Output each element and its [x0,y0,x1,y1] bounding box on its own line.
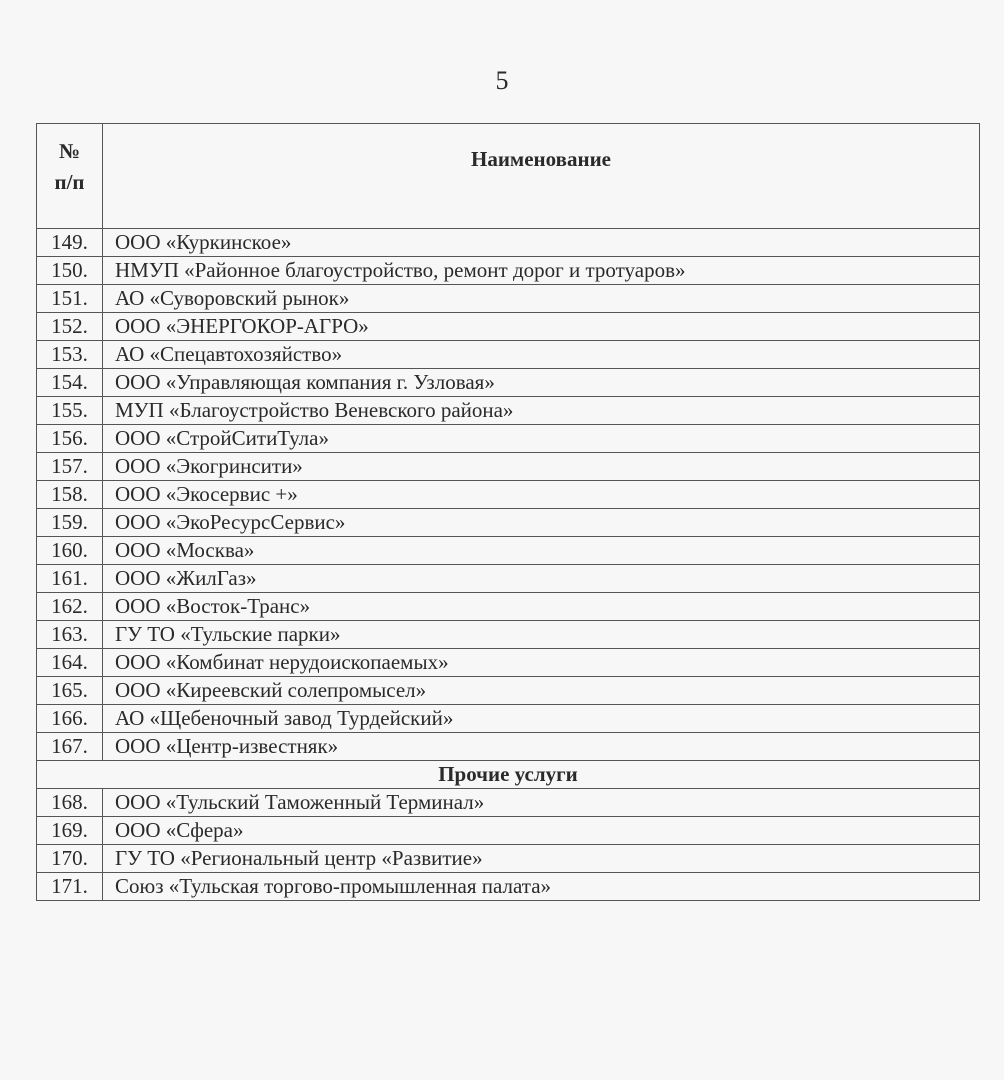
table-row [37,509,980,537]
row-number: 166. [37,705,103,733]
table-row [37,705,980,733]
table-header-row [37,124,980,229]
table-row [37,313,980,341]
row-number: 150. [37,257,103,285]
row-name: ООО «Куркинское» [103,229,980,257]
row-number: 167. [37,733,103,761]
row-number: 157. [37,453,103,481]
row-name: АО «Спецавтохозяйство» [103,341,980,369]
header-number [37,124,103,229]
row-name: ГУ ТО «Региональный центр «Развитие» [103,845,980,873]
table-row [37,789,980,817]
row-name: ООО «СтройСитиТула» [103,425,980,453]
row-number: 152. [37,313,103,341]
row-name: НМУП «Районное благоустройство, ремонт дорог и тротуаров» [103,257,980,285]
row-number: 170. [37,845,103,873]
table-row [37,817,980,845]
table-row [37,873,980,901]
table-row [37,341,980,369]
row-name: ООО «Комбинат нерудоископаемых» [103,649,980,677]
row-number: 159. [37,509,103,537]
row-name: ООО «Экогринсити» [103,453,980,481]
row-number: 153. [37,341,103,369]
row-number: 158. [37,481,103,509]
row-number: 163. [37,621,103,649]
table-row [37,733,980,761]
table-body-group1 [37,229,980,761]
table-row [37,621,980,649]
row-number: 161. [37,565,103,593]
table-row [37,677,980,705]
section-title: Прочие услуги [37,761,980,789]
table-row [37,257,980,285]
table-row [37,453,980,481]
row-name: ООО «Экосервис +» [103,481,980,509]
row-name: ООО «ЖилГаз» [103,565,980,593]
row-number: 169. [37,817,103,845]
row-name: ООО «Тульский Таможенный Терминал» [103,789,980,817]
row-name: ООО «Центр-известняк» [103,733,980,761]
row-name: ООО «ЭкоРесурсСервис» [103,509,980,537]
row-number: 156. [37,425,103,453]
table-row [37,229,980,257]
row-name: Союз «Тульская торгово-промышленная палата» [103,873,980,901]
table-row [37,285,980,313]
row-number: 154. [37,369,103,397]
row-number: 151. [37,285,103,313]
row-name: ООО «Москва» [103,537,980,565]
header-number-symbol: № [58,139,81,163]
table-row [37,481,980,509]
row-number: 149. [37,229,103,257]
table-row [37,565,980,593]
row-name: АО «Щебеночный завод Турдейский» [103,705,980,733]
row-number: 162. [37,593,103,621]
row-number: 164. [37,649,103,677]
row-number: 168. [37,789,103,817]
row-number: 160. [37,537,103,565]
table-row [37,397,980,425]
table-body-section [37,761,980,789]
row-name: ООО «Киреевский солепромысел» [103,677,980,705]
row-number: 165. [37,677,103,705]
header-number-abbr: п/п [54,170,85,194]
organizations-table [36,123,980,901]
row-name: ООО «Сфера» [103,817,980,845]
header-name: Наименование [103,124,980,229]
row-number: 171. [37,873,103,901]
table-row [37,593,980,621]
row-number: 155. [37,397,103,425]
row-name: ООО «Восток-Транс» [103,593,980,621]
row-name: АО «Суворовский рынок» [103,285,980,313]
table-row [37,425,980,453]
row-name: ООО «ЭНЕРГОКОР-АГРО» [103,313,980,341]
row-name: ГУ ТО «Тульские парки» [103,621,980,649]
table-row [37,649,980,677]
table-row [37,537,980,565]
row-name: ООО «Управляющая компания г. Узловая» [103,369,980,397]
table-body-group2 [37,789,980,901]
row-name: МУП «Благоустройство Веневского района» [103,397,980,425]
section-row [37,761,980,789]
table-row [37,845,980,873]
page-number: 5 [495,66,509,95]
table-row [37,369,980,397]
